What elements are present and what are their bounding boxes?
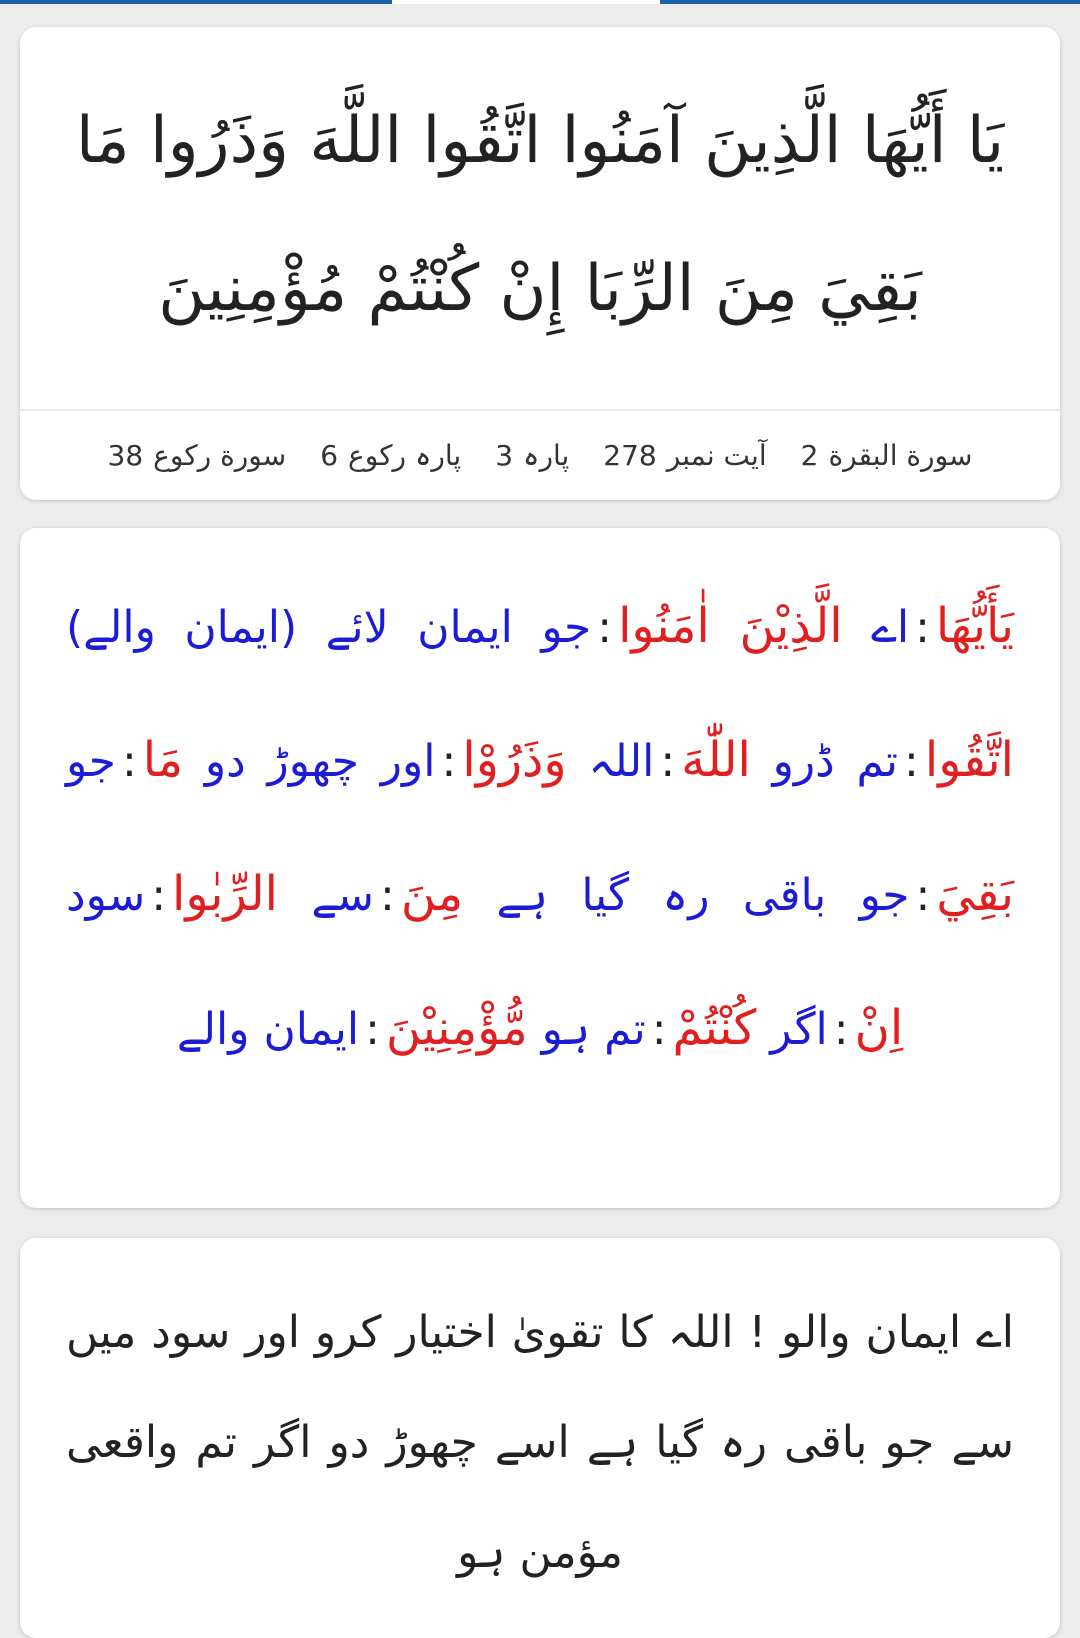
word-by-word-item (204, 732, 567, 788)
word-by-word-item (772, 732, 1014, 788)
arabic-word: يَأَيُّهَا (935, 598, 1014, 654)
word-meaning: اور چھوڑ دو (204, 736, 436, 787)
ayat-number: آیت نمبر 278 (603, 439, 767, 472)
word-separator: : (904, 736, 919, 787)
word-by-word-item (541, 1000, 757, 1056)
arabic-word: الرِّبٰوا (172, 866, 278, 922)
word-meaning: جو (66, 736, 116, 787)
arabic-word: اِنْ (854, 1000, 904, 1056)
word-by-word-item (496, 866, 1014, 922)
word-meaning: تم ہو (541, 1004, 646, 1055)
word-by-word-item (588, 732, 751, 788)
arabic-word: مُّؤْمِنِيْنَ (385, 1000, 528, 1056)
word-by-word-item (770, 1000, 904, 1056)
word-separator: : (915, 870, 931, 921)
word-meaning: تم ڈرو (772, 736, 899, 787)
arabic-word: اللّٰهَ (681, 732, 751, 788)
tab-indicator-3[interactable] (660, 0, 1080, 4)
word-separator: : (915, 602, 930, 653)
word-by-word-item (871, 598, 1014, 654)
para-number: پارہ 3 (495, 439, 570, 472)
word-separator: : (651, 1004, 667, 1055)
word-meaning: ایمان والے (176, 1004, 360, 1055)
word-separator: : (121, 736, 137, 787)
ayah-divider (20, 409, 1060, 411)
surah-name: سورة البقرة 2 (800, 439, 973, 472)
word-by-word-item (311, 866, 464, 922)
word-meaning: جو باقی رہ گیا ہے (496, 870, 910, 921)
arabic-word: مِنَ (400, 866, 464, 922)
word-by-word-text (66, 560, 1014, 1096)
word-by-word-item (176, 1000, 528, 1056)
tab-indicator-2-active[interactable] (392, 0, 660, 4)
surah-ruku: سورة رکوع 38 (107, 439, 287, 472)
word-separator: : (660, 736, 676, 787)
word-meaning: جو ایمان لائے (ایمان والے) (66, 602, 592, 653)
word-by-word-item (66, 732, 184, 788)
word-separator: : (597, 602, 613, 653)
arabic-word: مَا (142, 732, 184, 788)
word-separator: : (380, 870, 395, 921)
word-separator: : (151, 870, 167, 921)
arabic-word: وَذَرُوْا (462, 732, 567, 788)
ayah-card (20, 27, 1060, 500)
word-by-word-card (20, 528, 1060, 1208)
ayah-reference (60, 439, 1020, 489)
translation-text: اے ایمان والو ! اللہ کا تقویٰ اختیار کرو اور سود میں سے جو باقی رہ گیا ہے اسے چھوڑ دو اگر تم واقعی مؤمن ہو (66, 1307, 1014, 1578)
word-meaning: سے (311, 870, 375, 921)
tab-indicator-bar (0, 0, 1080, 5)
word-meaning: اے (871, 602, 910, 653)
word-meaning: اگر (770, 1004, 828, 1055)
para-ruku: پارہ رکوع 6 (320, 439, 462, 472)
arabic-word: اتَّقُوا (924, 732, 1014, 788)
word-separator: : (365, 1004, 380, 1055)
tab-indicator-1[interactable] (0, 0, 392, 4)
arabic-word: الَّذِيْنَ اٰمَنُوا (618, 598, 843, 654)
word-meaning: اللہ (588, 736, 655, 787)
translation-card (20, 1238, 1060, 1638)
word-by-word-item (66, 598, 843, 654)
word-meaning: سود (66, 870, 146, 921)
word-by-word-item (66, 866, 278, 922)
arabic-word: بَقِيَ (936, 866, 1014, 922)
ayah-arabic-text: يَا أَيُّهَا الَّذِينَ آمَنُوا اتَّقُوا اللَّهَ وَذَرُوا مَا بَقِيَ مِنَ الرِّبَا إِنْ كُنْتُمْ مُؤْمِنِينَ (75, 104, 1005, 326)
word-separator: : (441, 736, 457, 787)
arabic-word: كُنْتُمْ (672, 1000, 757, 1056)
word-separator: : (833, 1004, 849, 1055)
